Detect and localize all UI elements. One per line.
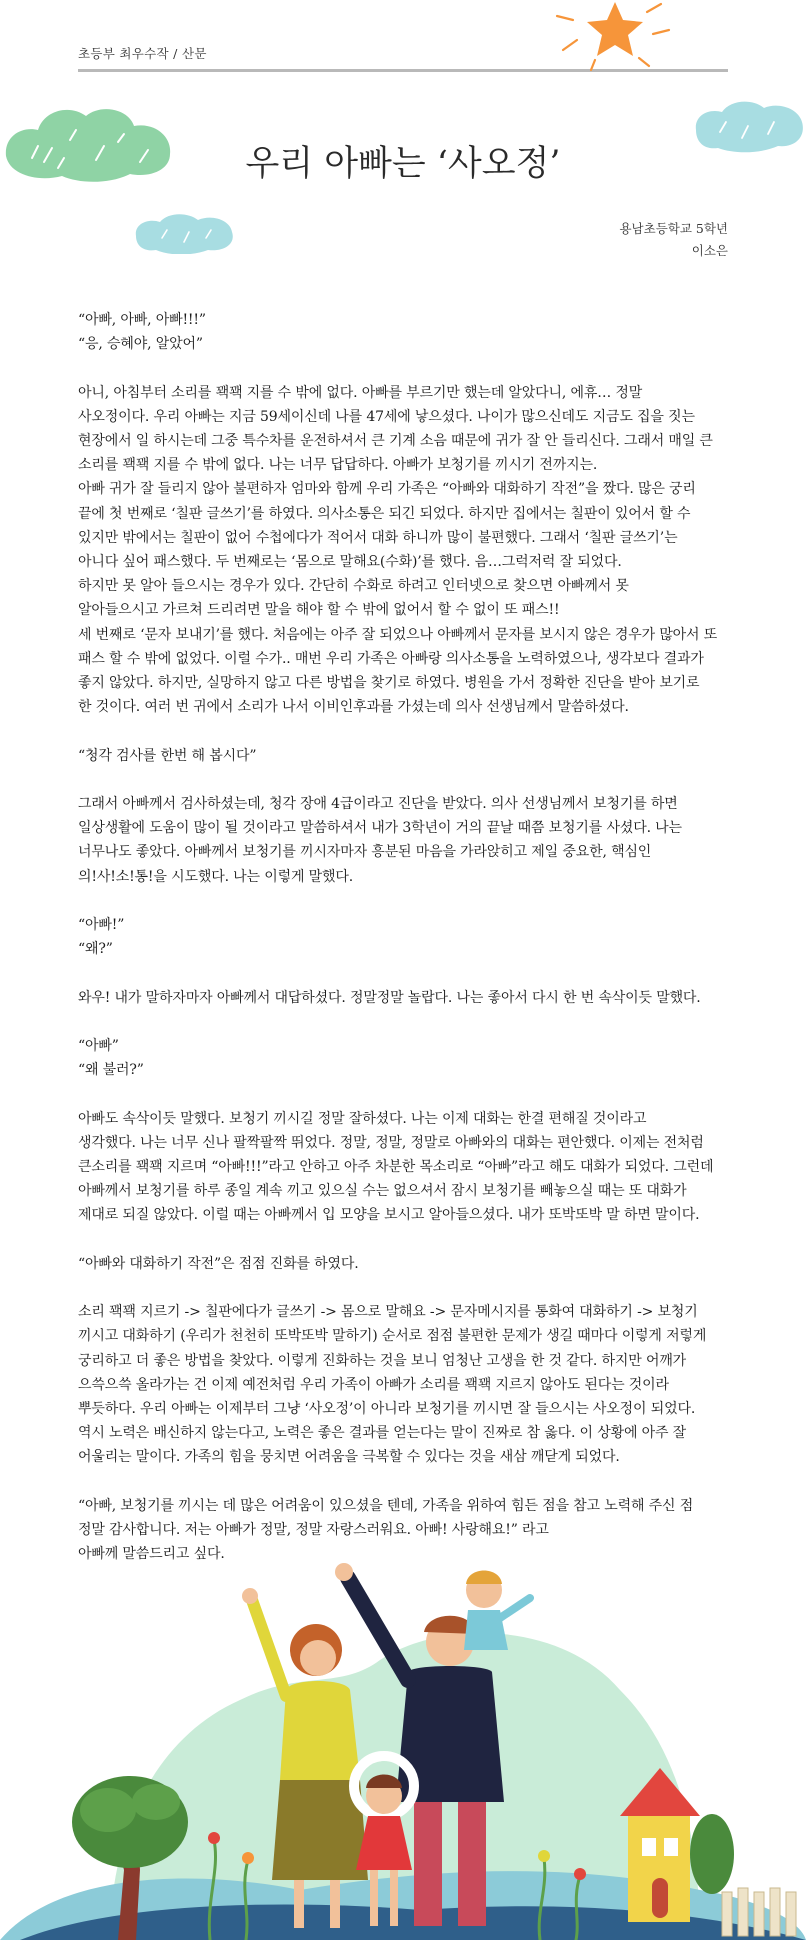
body-line: 와우! 내가 말하자마자 아빠께서 대답하셨다. 정말정말 놀랍다. 나는 좋아서 다시 한 번 속삭이듯 말했다.	[78, 989, 701, 1006]
paragraph-gap	[78, 889, 728, 913]
body-line: 정말 감사합니다. 저는 아빠가 정말, 정말 자랑스러워요. 아빠! 사랑해요!” 라고	[78, 1522, 549, 1538]
body-line: 아니다 싶어 패스했다. 두 번째로는 ‘몸으로 말해요(수화)’를 했다. 음…그럭저럭 잘 되었다.	[78, 554, 622, 571]
paragraph-gap	[78, 1082, 728, 1106]
body-line: “응, 승혜야, 알았어”	[78, 336, 203, 353]
body-line: 생각했다. 나는 너무 신나 팔짝팔짝 뛰었다. 정말, 정말, 정말로 아빠와의 대화는 편안했다. 이제는 전처럼	[78, 1134, 704, 1151]
body-line: 의!사!소!통!을 시도했다. 나는 이렇게 말했다.	[78, 868, 354, 885]
body-line: 끼시고 대화하기 (우리가 천천히 또박또박 말하기) 순서로 점점 불편한 문제가 생길 때마다 이렇게 저렇게	[78, 1328, 707, 1345]
star-shape	[587, 2, 643, 56]
body-line: 아빠께 말씀드리고 싶다.	[78, 1546, 225, 1563]
page-title: 우리 아빠는 ‘사오정’	[245, 144, 561, 184]
body-line: 현장에서 일 하시는데 그중 특수차를 운전하셔서 큰 기계 소음 때문에 귀가 잘 안 들리신다. 그래서 매일 큰	[78, 433, 713, 449]
body-line: “아빠와 대화하기 작전”은 점점 진화를 하였다.	[78, 1255, 359, 1272]
body-line: 있지만 밖에서는 칠판이 없어 수첩에다가 적어서 대화 하니까 많이 불편했다. 그래서 ‘칠판 글쓰기’는	[78, 529, 678, 546]
body-line: 세 번째로 ‘문자 보내기’를 했다. 처음에는 아주 잘 되었으나 아빠께서 문자를 보시지 않은 경우가 많아서 또	[78, 626, 718, 643]
family-illustration	[0, 1540, 806, 1940]
body-line: 소리 꽥꽥 지르기 -> 칠판에다가 글쓰기 -> 몸으로 말해요 -> 문자메시지를 통화여 대화하기 -> 보청기	[78, 1304, 698, 1321]
body-line: 그래서 아빠께서 검사하셨는데, 청각 장애 4급이라고 진단을 받았다. 의사 선생님께서 보청기를 하면	[78, 796, 678, 813]
cloud-blue-small	[132, 210, 236, 254]
body-line: 하지만 못 알아 들으시는 경우가 있다. 간단히 수화로 하려고 인터넷으로 찾으면 아빠께서 못	[78, 578, 629, 595]
body-line: 아빠도 속삭이듯 말했다. 보청기 끼시길 정말 잘하셨다. 나는 이제 대화는 한결 편해질 것이라고	[78, 1110, 647, 1127]
body-line: “왜 불러?”	[78, 1062, 144, 1079]
author-name: 이소은	[691, 243, 728, 258]
body-line: 제대로 되질 않았다. 이럴 때는 아빠께서 입 모양을 보시고 알아들으셨다. 내가 또박또박 말 하면 말이다.	[78, 1207, 700, 1224]
body-line: “왜?”	[78, 941, 113, 958]
body-line: 큰소리를 꽥꽥 지르며 “아빠!!!”라고 안하고 아주 차분한 목소리로 “아빠”라고 해도 대화가 되었다. 그런데	[78, 1159, 714, 1175]
body-line: 너무나도 좋았다. 아빠께서 보청기를 끼시자마자 흥분된 마음을 가라앉히고 제일 중요한, 핵심인	[78, 844, 652, 861]
body-line: 사오정이다. 우리 아빠는 지금 59세이신데 나를 47세에 낳으셨다. 나이가 많으신데도 지금도 집을 짓는	[78, 408, 695, 425]
body-line: “아빠, 아빠, 아빠!!!”	[78, 312, 206, 328]
body-line: 아빠께서 보청기를 하루 종일 계속 끼고 있으실 수는 없으셔서 잠시 보청기를 빼놓으실 때는 또 대화가	[78, 1183, 687, 1200]
body-line: 궁리하고 더 좋은 방법을 찾았다. 이렇게 진화하는 것을 보니 엄청난 고생을 한 것 같다. 하지만 어깨가	[78, 1352, 687, 1369]
paragraph-gap	[78, 1470, 728, 1494]
body-line: 어울리는 말이다. 가족의 힘을 뭉치면 어려움을 극복할 수 있다는 것을 새삼 깨닫게 되었다.	[78, 1449, 620, 1466]
body-line: 끝에 첫 번째로 ‘칠판 글쓰기’를 하였다. 의사소통은 되긴 되었다. 하지만 집에서는 칠판이 있어서 할 수	[78, 505, 691, 522]
body-line: 알아들으시고 가르쳐 드리려면 말을 해야 할 수 밖에 없어서 할 수 없이 또 패스!!	[78, 602, 560, 619]
star-sun-icon	[555, 0, 675, 72]
body-line: 으쓱으쓱 올라가는 건 이제 예전처럼 우리 가족이 아빠가 소리를 꽥꽥 지르지 않아도 된다는 것이라	[78, 1376, 669, 1393]
paragraph-gap	[78, 1228, 728, 1252]
paragraph-gap	[78, 768, 728, 792]
byline	[619, 218, 728, 262]
body-line: 좋지 않았다. 하지만, 실망하지 않고 다른 방법을 찾기로 하였다. 병원을 가서 정확한 진단을 받아 보기로	[78, 675, 700, 692]
body-line: 일상생활에 도움이 많이 될 것이라고 말씀하셔서 내가 3학년이 거의 끝날 때쯤 보청기를 사셨다. 나는	[78, 820, 682, 837]
paragraph-gap	[78, 961, 728, 985]
paragraph-gap	[78, 356, 728, 380]
body-line: 패스 할 수 밖에 없었다. 이럴 수가.. 매번 우리 가족은 아빠랑 의사소통을 노력하였으나, 생각보다 결과가	[78, 650, 704, 667]
paragraph-gap	[78, 719, 728, 743]
essay-body	[78, 308, 728, 1566]
body-line: 뿌듯하다. 우리 아빠는 이제부터 그냥 ‘사오정’이 아니라 보청기를 끼시면 잘 들으시는 사오정이 되었다.	[78, 1401, 696, 1417]
bush-right	[690, 1814, 734, 1894]
body-line: 역시 노력은 배신하지 않는다고, 노력은 좋은 결과를 얻는다는 말이 진짜로 참 옳다. 이 상황에 아주 잘	[78, 1425, 687, 1442]
body-line: “아빠”	[78, 1038, 119, 1054]
body-line: 아빠 귀가 잘 들리지 않아 불편하자 엄마와 함께 우리 가족은 “아빠와 대화하기 작전”을 짰다. 많은 궁리	[78, 481, 696, 498]
body-line: 아니, 아침부터 소리를 꽥꽥 지를 수 밖에 없다. 아빠를 부르기만 했는데 알았다니, 에휴… 정말	[78, 384, 643, 401]
body-line: “아빠!”	[78, 917, 125, 934]
paragraph-gap	[78, 1010, 728, 1034]
body-line: 소리를 꽥꽥 지를 수 밖에 없다. 나는 너무 답답하다. 아빠가 보청기를 끼시기 전까지는.	[78, 457, 598, 474]
paragraph-gap	[78, 1276, 728, 1300]
body-line: “아빠, 보청기를 끼시는 데 많은 어려움이 있으셨을 텐데, 가족을 위하여 힘든 점을 참고 노력해 주신 점	[78, 1497, 694, 1514]
author-school: 용남초등학교 5학년	[619, 221, 728, 236]
body-line: “청각 검사를 한번 해 봅시다”	[78, 747, 257, 764]
body-line: 한 것이다. 여러 번 귀에서 소리가 나서 이비인후과를 가셨는데 의사 선생님께서 말씀하셨다.	[78, 699, 629, 716]
section-category: 초등부 최우수작 / 산문	[78, 46, 207, 61]
